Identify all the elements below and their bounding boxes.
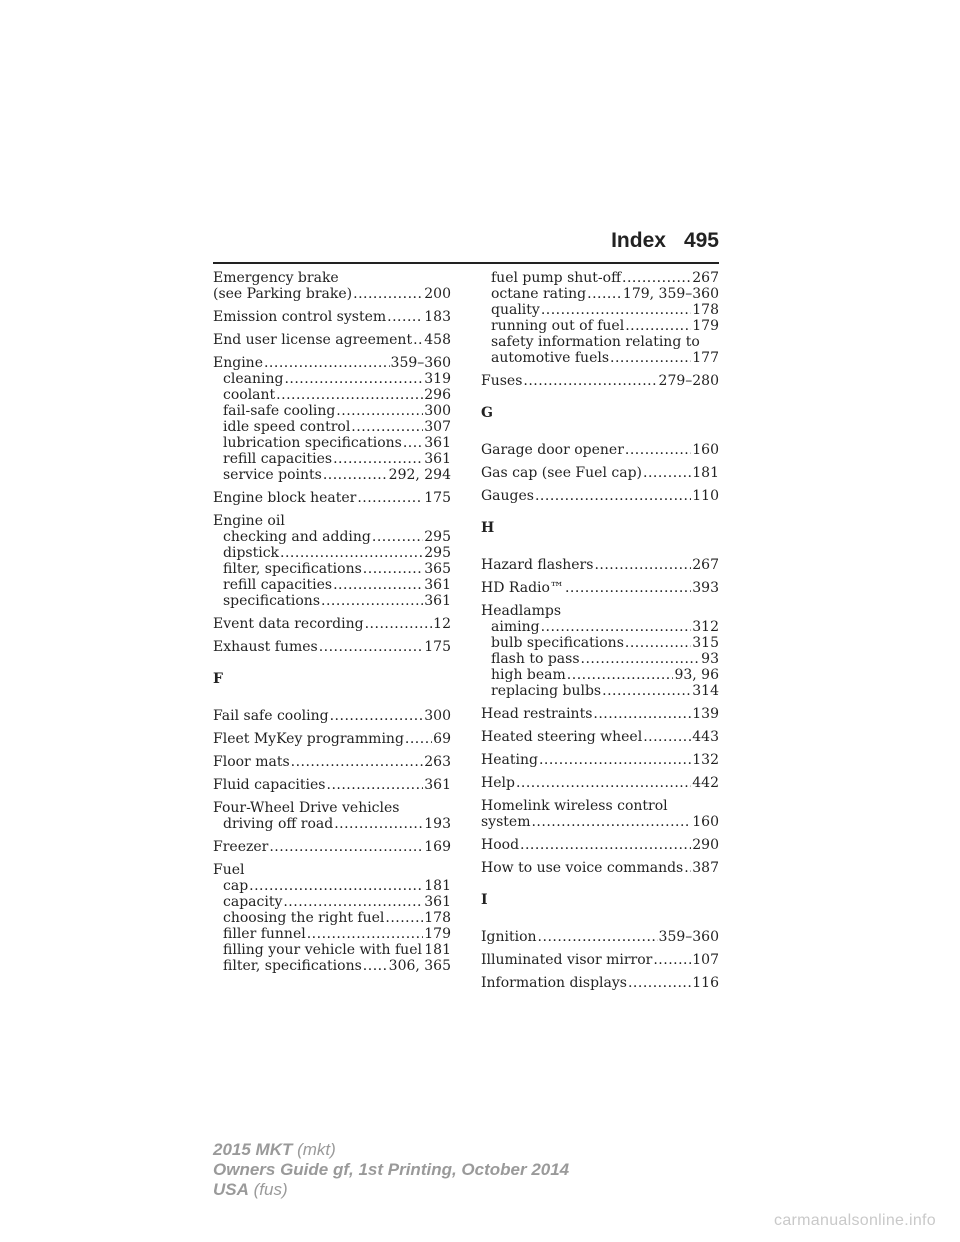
dot-leader — [625, 635, 691, 651]
dot-leader — [323, 467, 388, 483]
dot-leader — [327, 777, 424, 793]
index-entry — [213, 708, 451, 724]
index-line — [481, 706, 719, 722]
index-subentry — [213, 451, 451, 467]
index-entry — [213, 513, 451, 609]
index-line: Homelink wireless control — [481, 798, 668, 814]
index-entry — [481, 775, 719, 791]
entry-term: driving off road — [223, 816, 334, 832]
dot-leader — [330, 708, 424, 724]
index-letter-heading: I — [481, 892, 488, 908]
index-entry — [213, 309, 451, 325]
index-line — [481, 580, 719, 596]
dot-leader — [541, 619, 692, 635]
index-subentry — [481, 270, 719, 286]
footer-region-code: (fus) — [253, 1180, 288, 1199]
footer-model-code: (mkt) — [297, 1140, 336, 1159]
page-footer — [213, 1140, 569, 1200]
index-line — [481, 729, 719, 745]
entry-page-ref: 179, 359–360 — [622, 286, 719, 302]
entry-term: Floor mats — [213, 754, 290, 770]
dot-leader — [587, 286, 622, 302]
dot-leader — [385, 910, 423, 926]
entry-page-ref: 365 — [424, 561, 451, 577]
dot-leader — [538, 929, 658, 945]
entry-term: Hood — [481, 837, 520, 853]
entry-page-ref: 393 — [692, 580, 719, 596]
index-line: Emergency brake — [213, 270, 339, 286]
index-subentry — [213, 926, 451, 942]
dot-leader — [413, 332, 423, 348]
entry-term: choosing the right fuel — [223, 910, 385, 926]
footer-line-guide — [213, 1160, 569, 1180]
index-line — [213, 754, 451, 770]
dot-leader — [284, 371, 423, 387]
index-subentry — [481, 635, 719, 651]
dot-leader — [269, 839, 423, 855]
entry-page-ref: 178 — [692, 302, 719, 318]
page-number: 495 — [683, 229, 719, 252]
index-line — [213, 777, 451, 793]
entry-term: Exhaust fumes — [213, 639, 318, 655]
index-entry — [213, 754, 451, 770]
entry-term: dipstick — [223, 545, 280, 561]
dot-leader — [283, 894, 423, 910]
entry-page-ref: 93, 96 — [674, 667, 719, 683]
entry-page-ref: 359–360 — [658, 929, 719, 945]
entry-page-ref: 93 — [701, 651, 719, 667]
index-subentry — [481, 286, 719, 302]
index-subentry — [481, 619, 719, 635]
index-subentry — [213, 545, 451, 561]
dot-leader — [520, 837, 691, 853]
entry-page-ref: 160 — [692, 814, 719, 830]
entry-term: Ignition — [481, 929, 537, 945]
entry-term: filling your vehicle with fuel — [223, 942, 422, 958]
entry-term: HD Radio™ — [481, 580, 564, 596]
entry-page-ref: 69 — [433, 731, 451, 747]
entry-term: filter, specifications — [223, 958, 362, 974]
dot-leader — [264, 355, 390, 371]
entry-page-ref: 315 — [692, 635, 719, 651]
entry-page-ref: 181 — [692, 465, 719, 481]
index-line — [481, 442, 719, 458]
entry-page-ref: 312 — [692, 619, 719, 635]
entry-page-ref: 139 — [692, 706, 719, 722]
index-entry — [213, 839, 451, 855]
entry-page-ref: 361 — [424, 577, 451, 593]
index-subentry — [481, 667, 719, 683]
entry-term: Illuminated visor mirror — [481, 952, 653, 968]
index-subentry — [213, 577, 451, 593]
index-entry — [481, 373, 719, 389]
entry-term: How to use voice commands — [481, 860, 684, 876]
entry-term: Gas cap (see Fuel cap) — [481, 465, 642, 481]
entry-page-ref: 387 — [692, 860, 719, 876]
entry-term: Emission control system — [213, 309, 387, 325]
index-subentry — [481, 318, 719, 334]
index-entry — [481, 752, 719, 768]
entry-term: refill capacities — [223, 577, 333, 593]
index-entry — [213, 731, 451, 747]
index-subentry — [481, 651, 719, 667]
entry-page-ref: 263 — [424, 754, 451, 770]
entry-page-ref: 295 — [424, 529, 451, 545]
entry-term: specifications — [223, 593, 321, 609]
entry-term: Engine — [213, 355, 263, 371]
dot-leader — [531, 814, 691, 830]
index-line — [213, 332, 451, 348]
entry-term: refill capacities — [223, 451, 333, 467]
index-entry — [213, 355, 451, 483]
entry-page-ref: 116 — [692, 975, 719, 991]
entry-term: Hazard flashers — [481, 557, 594, 573]
index-entry — [481, 706, 719, 722]
entry-page-ref: 177 — [692, 350, 719, 366]
entry-term: Fail safe cooling — [213, 708, 329, 724]
index-entry — [481, 729, 719, 745]
index-letter-heading: F — [213, 671, 223, 687]
footer-model: 2015 MKT — [213, 1140, 293, 1159]
entry-page-ref: 178 — [424, 910, 451, 926]
index-line — [481, 837, 719, 853]
watermark: carmanualsonline.info — [774, 1212, 936, 1229]
entry-page-ref: 179 — [424, 926, 451, 942]
entry-term: octane rating — [491, 286, 587, 302]
entry-term: quality — [491, 302, 540, 318]
index-subentry — [213, 403, 451, 419]
entry-page-ref: 279–280 — [658, 373, 719, 389]
index-line — [481, 465, 719, 481]
entry-term: service points — [223, 467, 322, 483]
index-line — [481, 860, 719, 876]
entry-page-ref: 442 — [692, 775, 719, 791]
index-entry — [481, 270, 719, 366]
index-subentry — [213, 467, 451, 483]
index-subentry — [213, 529, 451, 545]
entry-term: (see Parking brake) — [213, 286, 353, 302]
entry-term: filler funnel — [223, 926, 306, 942]
index-column-left — [213, 270, 451, 981]
index-entry — [481, 580, 719, 596]
dot-leader — [333, 577, 423, 593]
entry-page-ref: 110 — [692, 488, 719, 504]
dot-leader — [363, 561, 423, 577]
dot-leader — [387, 309, 423, 325]
entry-page-ref: 319 — [424, 371, 451, 387]
entry-term: Engine block heater — [213, 490, 357, 506]
dot-leader — [622, 270, 691, 286]
entry-term: running out of fuel — [491, 318, 625, 334]
dot-leader — [628, 975, 691, 991]
entry-page-ref: 267 — [692, 270, 719, 286]
entry-term: replacing bulbs — [491, 683, 602, 699]
dot-leader — [653, 952, 691, 968]
index-subentry — [481, 683, 719, 699]
index-entry — [481, 798, 719, 830]
entry-term: Garage door opener — [481, 442, 624, 458]
entry-page-ref: 361 — [424, 593, 451, 609]
entry-page-ref: 267 — [692, 557, 719, 573]
entry-page-ref: 307 — [424, 419, 451, 435]
dot-leader — [403, 435, 423, 451]
index-letter-heading: H — [481, 520, 495, 536]
entry-page-ref: 314 — [692, 683, 719, 699]
entry-term: idle speed control — [223, 419, 351, 435]
entry-term: fuel pump shut-off — [491, 270, 622, 286]
index-line — [481, 929, 719, 945]
index-subentry — [213, 593, 451, 609]
entry-term: Information displays — [481, 975, 627, 991]
dot-leader — [593, 706, 691, 722]
index-column-right — [481, 270, 719, 998]
entry-term: Fleet MyKey programming — [213, 731, 404, 747]
dot-leader — [625, 318, 691, 334]
footer-guide: Owners Guide gf, 1st Printing, October 2014 — [213, 1160, 570, 1179]
index-line — [481, 775, 719, 791]
index-line — [213, 286, 451, 302]
index-entry — [481, 975, 719, 991]
dot-leader — [319, 639, 424, 655]
dot-leader — [535, 488, 691, 504]
entry-term: flash to pass — [491, 651, 580, 667]
index-entry — [213, 616, 451, 632]
index-line: Engine oil — [213, 513, 285, 529]
dot-leader — [539, 752, 691, 768]
dot-leader — [523, 373, 657, 389]
entry-term: filter, specifications — [223, 561, 362, 577]
index-entry — [481, 603, 719, 699]
index-line — [481, 488, 719, 504]
entry-page-ref: 107 — [692, 952, 719, 968]
entry-term: lubrication specifications — [223, 435, 402, 451]
entry-term: End user license agreement — [213, 332, 413, 348]
entry-page-ref: 175 — [424, 490, 451, 506]
index-entry — [481, 442, 719, 458]
entry-page-ref: 306, 365 — [388, 958, 451, 974]
section-title: Index — [611, 229, 666, 252]
index-line — [213, 839, 451, 855]
index-entry — [213, 270, 451, 302]
entry-page-ref: 458 — [424, 332, 451, 348]
index-line — [481, 752, 719, 768]
index-entry — [213, 800, 451, 832]
entry-page-ref: 295 — [424, 545, 451, 561]
entry-page-ref: 290 — [692, 837, 719, 853]
index-subentry — [213, 816, 451, 832]
dot-leader — [610, 350, 691, 366]
index-subentry — [213, 894, 451, 910]
index-entry — [481, 465, 719, 481]
dot-leader — [336, 403, 423, 419]
dot-leader — [351, 419, 423, 435]
index-line — [481, 814, 719, 830]
dot-leader — [334, 816, 423, 832]
dot-leader — [405, 731, 432, 747]
entry-term: cap — [223, 878, 249, 894]
index-line — [481, 373, 719, 389]
entry-term: cleaning — [223, 371, 284, 387]
entry-term: Gauges — [481, 488, 534, 504]
dot-leader — [643, 729, 691, 745]
entry-page-ref: 193 — [424, 816, 451, 832]
index-line — [213, 355, 451, 371]
dot-leader — [333, 451, 423, 467]
dot-leader — [353, 286, 423, 302]
index-line — [213, 708, 451, 724]
entry-term: Heating — [481, 752, 538, 768]
index-subentry — [213, 958, 451, 974]
entry-term: coolant — [223, 387, 276, 403]
entry-term: fail-safe cooling — [223, 403, 336, 419]
dot-leader — [541, 302, 691, 318]
entry-page-ref: 361 — [424, 777, 451, 793]
index-subentry — [213, 387, 451, 403]
entry-term: Heated steering wheel — [481, 729, 643, 745]
index-line — [213, 731, 451, 747]
entry-term: Freezer — [213, 839, 269, 855]
index-line — [213, 309, 451, 325]
dot-leader — [357, 490, 423, 506]
entry-term: Event data recording — [213, 616, 364, 632]
footer-region: USA — [213, 1180, 249, 1199]
entry-term: bulb specifications — [491, 635, 624, 651]
entry-page-ref: 359–360 — [390, 355, 451, 371]
dot-leader — [602, 683, 691, 699]
index-line — [213, 490, 451, 506]
dot-leader — [321, 593, 423, 609]
entry-page-ref: 160 — [692, 442, 719, 458]
dot-leader — [372, 529, 423, 545]
dot-leader — [363, 958, 388, 974]
index-subentry — [213, 878, 451, 894]
entry-term: checking and adding — [223, 529, 371, 545]
index-entry — [213, 490, 451, 506]
index-entry — [213, 862, 451, 974]
dot-leader — [276, 387, 423, 403]
entry-page-ref: 179 — [692, 318, 719, 334]
entry-page-ref: 292, 294 — [388, 467, 451, 483]
index-entry — [481, 860, 719, 876]
entry-term: high beam — [491, 667, 566, 683]
index-line: Fuel — [213, 862, 245, 878]
dot-leader — [565, 580, 691, 596]
entry-term: system — [481, 814, 531, 830]
index-subentry — [213, 942, 451, 958]
entry-term: Fluid capacities — [213, 777, 326, 793]
dot-leader — [643, 465, 691, 481]
entry-page-ref: 181 — [424, 942, 451, 958]
entry-page-ref: 175 — [424, 639, 451, 655]
dot-leader — [516, 775, 691, 791]
page-header — [213, 229, 719, 253]
index-line — [481, 975, 719, 991]
entry-page-ref: 183 — [424, 309, 451, 325]
entry-page-ref: 296 — [424, 387, 451, 403]
entry-page-ref: 300 — [424, 708, 451, 724]
dot-leader — [594, 557, 691, 573]
index-line: Headlamps — [481, 603, 562, 619]
index-subentry — [213, 419, 451, 435]
entry-term: capacity — [223, 894, 283, 910]
dot-leader — [567, 667, 674, 683]
index-entry — [213, 777, 451, 793]
entry-page-ref: 361 — [424, 435, 451, 451]
index-subentry — [481, 302, 719, 318]
entry-page-ref: 181 — [424, 878, 451, 894]
footer-line-model — [213, 1140, 569, 1160]
dot-leader — [625, 442, 691, 458]
index-entry — [213, 639, 451, 655]
index-subentry — [213, 371, 451, 387]
index-line — [481, 557, 719, 573]
index-line: Four-Wheel Drive vehicles — [213, 800, 400, 816]
entry-page-ref: 300 — [424, 403, 451, 419]
index-entry — [481, 488, 719, 504]
footer-line-region — [213, 1180, 569, 1200]
index-line — [481, 952, 719, 968]
dot-leader — [684, 860, 691, 876]
dot-leader — [249, 878, 423, 894]
entry-term: automotive fuels — [491, 350, 610, 366]
entry-page-ref: 361 — [424, 894, 451, 910]
index-entry — [213, 332, 451, 348]
entry-page-ref: 169 — [424, 839, 451, 855]
dot-leader — [581, 651, 701, 667]
index-entry — [481, 929, 719, 945]
dot-leader — [365, 616, 433, 632]
header-rule — [213, 262, 719, 264]
entry-page-ref: 443 — [692, 729, 719, 745]
entry-term: aiming — [491, 619, 540, 635]
entry-page-ref: 132 — [692, 752, 719, 768]
entry-page-ref: 200 — [424, 286, 451, 302]
entry-term: Help — [481, 775, 515, 791]
entry-page-ref: 361 — [424, 451, 451, 467]
dot-leader — [280, 545, 423, 561]
dot-leader — [291, 754, 424, 770]
entry-term: Fuses — [481, 373, 523, 389]
index-subentry — [213, 910, 451, 926]
entry-page-ref: 12 — [433, 616, 451, 632]
index-entry — [481, 952, 719, 968]
index-letter-heading: G — [481, 405, 493, 421]
index-subentry — [213, 561, 451, 577]
index-subentry — [213, 435, 451, 451]
dot-leader — [307, 926, 424, 942]
index-entry — [481, 557, 719, 573]
index-line — [213, 639, 451, 655]
index-subentry: safety information relating to — [491, 334, 700, 350]
index-subentry — [481, 350, 719, 366]
entry-term: Head restraints — [481, 706, 593, 722]
index-line — [213, 616, 451, 632]
index-entry — [481, 837, 719, 853]
